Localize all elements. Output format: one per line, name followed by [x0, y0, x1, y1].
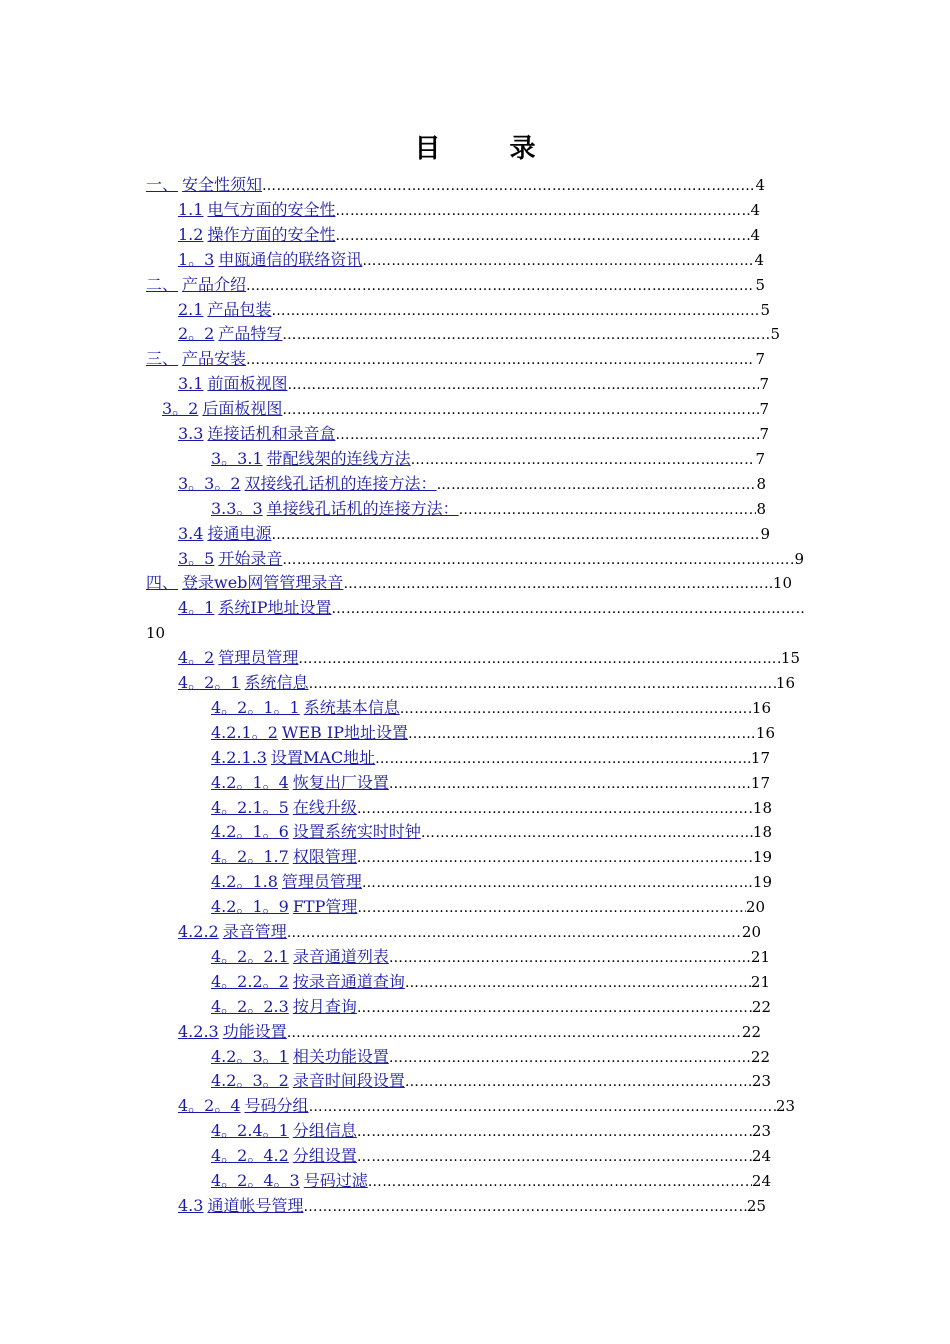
- toc-entry-number: 4。2: [178, 648, 215, 668]
- toc-entry[interactable]: [211, 820, 772, 844]
- toc-entry-page: 22: [751, 997, 771, 1016]
- toc-entry-number: 3。2: [162, 399, 199, 419]
- toc-entry-link[interactable]: [178, 920, 287, 944]
- toc-entry-text: 录音时间段设置: [292, 1071, 405, 1091]
- toc-leader-dots: [437, 473, 757, 497]
- toc-leader-dots: [309, 1095, 776, 1119]
- toc-entry-page: 5: [770, 325, 780, 344]
- toc-entry-text: 登录web网管管理录音: [182, 573, 344, 593]
- toc-entry-page: 5: [760, 300, 770, 319]
- toc-leader-dots: [271, 523, 760, 547]
- toc-entry-page: 19: [752, 873, 772, 892]
- toc-leader-dots: [389, 772, 751, 796]
- toc-entry[interactable]: [162, 397, 769, 421]
- toc-entry-link[interactable]: [146, 571, 343, 595]
- toc-leader-dots: [287, 921, 742, 945]
- toc-entry[interactable]: [211, 1144, 771, 1168]
- toc-entry-text: 产品特写: [218, 324, 283, 344]
- toc-entry-page: 20: [741, 923, 761, 941]
- toc-entry-link[interactable]: [211, 995, 357, 1019]
- toc-leader-dots: [298, 647, 781, 671]
- toc-entry-text: 功能设置: [222, 1021, 287, 1041]
- toc-entry-link[interactable]: [178, 646, 298, 670]
- toc-entry-link[interactable]: [178, 472, 437, 496]
- toc-entry-link[interactable]: [211, 845, 357, 869]
- toc-entry[interactable]: [146, 173, 765, 197]
- toc-entry-page: 4: [750, 225, 760, 244]
- toc-leader-dots: [408, 722, 756, 746]
- toc-entry-text: 前面板视图: [207, 374, 288, 394]
- toc-entry-link[interactable]: [178, 671, 309, 695]
- toc-entry-page: 22: [750, 1047, 770, 1066]
- toc-entry-text: 系统基本信息: [303, 697, 400, 717]
- toc-entry-link[interactable]: [178, 223, 335, 247]
- toc-leader-dots: [362, 249, 754, 273]
- toc-entry-page: 23: [751, 1122, 771, 1141]
- toc-entry-page: 9: [794, 549, 804, 568]
- toc-leader-dots: [411, 448, 756, 472]
- toc-entry-link[interactable]: [146, 273, 246, 297]
- toc-entry-number: 3。5: [178, 548, 215, 568]
- toc-leader-dots: [357, 797, 753, 821]
- toc-entry-number: 4。2.1。5: [211, 797, 289, 817]
- toc-entry-link[interactable]: [178, 372, 287, 396]
- toc-entry-page: 23: [775, 1097, 795, 1116]
- toc-entry-text: 电气方面的安全性: [207, 199, 336, 219]
- toc-leader-dots: [246, 348, 755, 372]
- toc-entry-text: 相关功能设置: [292, 1046, 389, 1066]
- toc-entry[interactable]: [178, 1020, 761, 1044]
- toc-leader-dots: [459, 498, 757, 522]
- toc-entry-text: 设置MAC地址: [270, 747, 376, 767]
- toc-entry-link[interactable]: [211, 945, 389, 969]
- toc-entry-number: 1。3: [178, 249, 215, 269]
- toc-leader-dots: [357, 846, 753, 870]
- toc-entry[interactable]: [146, 571, 792, 595]
- toc-entry-link[interactable]: [178, 1094, 309, 1118]
- toc-entry-text: 录音通道列表: [292, 946, 389, 966]
- toc-entry-text: 申瓯通信的联络资讯: [218, 249, 363, 269]
- toc-leader-dots: [262, 174, 755, 198]
- toc-entry[interactable]: [211, 721, 775, 745]
- toc-leader-dots: [405, 1070, 752, 1094]
- toc-entry-link[interactable]: [211, 870, 362, 894]
- toc-entry-page: 22: [741, 1022, 761, 1041]
- toc-entry-page: 17: [750, 748, 770, 767]
- toc-entry[interactable]: [211, 746, 770, 770]
- toc-entry-page: 24: [751, 1147, 771, 1166]
- toc-entry-number: 4。2。4.2: [211, 1146, 289, 1166]
- toc-entry[interactable]: [178, 322, 780, 346]
- toc-entry-text: 分组信息: [292, 1121, 357, 1141]
- toc-leader-dots: [368, 1170, 752, 1194]
- toc-entry-page: 7: [759, 400, 769, 419]
- toc-entry[interactable]: [178, 1194, 766, 1218]
- toc-entry-link[interactable]: [178, 596, 331, 620]
- toc-entry[interactable]: [178, 646, 800, 670]
- toc-entry-page: 16: [775, 674, 795, 692]
- toc-entry-text: 连接话机和录音盒: [207, 424, 336, 443]
- toc-entry-page: 21: [750, 972, 770, 991]
- toc-entry-link[interactable]: [178, 198, 335, 222]
- toc-leader-dots: [357, 1120, 752, 1144]
- toc-entry-number: 二、: [146, 274, 179, 294]
- toc-entry-page: 10: [146, 624, 166, 643]
- toc-entry-page: 8: [756, 474, 766, 493]
- toc-entry[interactable]: [211, 771, 770, 795]
- toc-entry-text: WEB IP地址设置: [281, 722, 408, 742]
- toc-entry[interactable]: [178, 522, 770, 546]
- toc-entry[interactable]: [178, 472, 766, 496]
- toc-entry-page: 7: [755, 350, 765, 369]
- toc-entry-number: 四、: [146, 573, 179, 593]
- toc-entry-page: 20: [745, 898, 765, 917]
- toc-entry-number: 4.2。3。2: [211, 1071, 289, 1091]
- toc-entry[interactable]: [178, 298, 770, 322]
- toc-entry-text: 操作方面的安全性: [207, 224, 336, 244]
- toc-entry-link[interactable]: [211, 970, 405, 994]
- toc-entry-number: 4.2.1。2: [211, 722, 278, 742]
- toc-entry[interactable]: [211, 497, 766, 521]
- toc-leader-dots: [335, 199, 750, 223]
- toc-entry-text: 录音管理: [222, 922, 287, 941]
- toc-entry[interactable]: [178, 422, 769, 446]
- toc-entry-text: FTP管理: [292, 897, 358, 917]
- toc-entry-text: 产品安装: [182, 349, 247, 369]
- toc-leader-dots: [421, 821, 753, 845]
- toc-entry-link[interactable]: [211, 1045, 389, 1069]
- toc-entry-number: 4。2。4。3: [211, 1171, 300, 1190]
- toc-entry-number: 3.3。3: [211, 498, 263, 518]
- toc-entry[interactable]: [211, 1169, 771, 1193]
- toc-entry-text: 号码分组: [244, 1096, 309, 1116]
- toc-entry-link[interactable]: [211, 771, 389, 795]
- toc-entry-text: 产品包装: [207, 299, 272, 319]
- toc-entry-number: 4.2.1.3: [211, 747, 267, 767]
- toc-entry[interactable]: [178, 920, 761, 944]
- toc-entry-number: 4。2。1。1: [211, 697, 300, 717]
- toc-entry-link[interactable]: [178, 322, 282, 346]
- toc-title: 目 录: [414, 134, 566, 164]
- toc-entry-link[interactable]: [211, 796, 357, 820]
- toc-entry-link[interactable]: [211, 895, 357, 919]
- toc-entry[interactable]: [211, 945, 770, 969]
- toc-entry-text: 权限管理: [292, 847, 357, 867]
- toc-entry-page: 24: [751, 1172, 771, 1190]
- toc-entry-link[interactable]: [178, 248, 362, 272]
- toc-entry-number: 3.1: [178, 374, 204, 394]
- toc-leader-dots: [357, 896, 746, 920]
- toc-entry-text: 恢复出厂设置: [292, 772, 389, 792]
- toc-entry[interactable]: [178, 248, 764, 272]
- toc-entry-number: 3.4: [178, 523, 204, 543]
- toc-leader-dots: [389, 946, 751, 970]
- toc-leader-dots: [287, 1021, 742, 1045]
- toc-leader-dots: [335, 224, 750, 248]
- toc-entry-link[interactable]: [178, 422, 335, 446]
- toc-entry-text: 后面板视图: [202, 399, 283, 419]
- toc-entry-link[interactable]: [211, 820, 421, 844]
- toc-leader-dots: [282, 323, 770, 347]
- toc-entry[interactable]: [211, 895, 765, 919]
- toc-entry-number: 4。1: [178, 598, 215, 618]
- toc-entry[interactable]: [178, 223, 760, 247]
- toc-entry-text: 单接线孔话机的连接方法：: [266, 498, 459, 518]
- toc-leader-dots: [246, 274, 755, 298]
- toc-entry-number: 4.2.3: [178, 1021, 219, 1041]
- toc-entry-text: 带配线架的连线方法: [266, 448, 411, 468]
- toc-leader-dots: [343, 572, 772, 596]
- toc-entry-text: 系统信息: [244, 673, 309, 692]
- toc-entry-link[interactable]: [211, 746, 375, 770]
- toc-leader-dots: [331, 597, 804, 621]
- toc-entry-link[interactable]: [178, 522, 271, 546]
- toc-entry-number: 4。2。2.1: [211, 946, 289, 966]
- toc-entry[interactable]: [146, 347, 765, 371]
- toc-entry-number: 4.2。1。9: [211, 897, 289, 917]
- toc-entry-link[interactable]: [211, 447, 411, 471]
- toc-entry-page: 19: [752, 848, 772, 867]
- toc-entry-text: 系统IP地址设置: [218, 598, 332, 618]
- toc-entry-page: 7: [759, 375, 769, 394]
- toc-entry-page: 9: [760, 524, 770, 543]
- toc-entry[interactable]: [211, 870, 772, 894]
- toc-entry[interactable]: [178, 372, 769, 396]
- toc-entry[interactable]: [178, 198, 760, 222]
- toc-leader-dots: [375, 747, 751, 771]
- toc-entry-number: 2。2: [178, 324, 215, 344]
- toc-entry-text: 开始录音: [218, 548, 283, 568]
- toc-entry-number: 4。2。1.7: [211, 847, 289, 867]
- toc-entry-number: 4。2.2。2: [211, 971, 289, 991]
- toc-entry-number: 4.2。1。4: [211, 772, 289, 792]
- toc-entry[interactable]: [211, 796, 772, 820]
- toc-entry-page: 25: [746, 1196, 766, 1215]
- toc-leader-dots: [303, 1195, 746, 1219]
- toc-entry[interactable]: [211, 1069, 771, 1093]
- toc-entry-text: 按录音通道查询: [292, 971, 405, 991]
- toc-leader-dots: [271, 299, 760, 323]
- toc-entry-text: 安全性须知: [182, 175, 263, 194]
- toc-entry-number: 一、: [146, 175, 179, 194]
- toc-entry-link[interactable]: [178, 1194, 303, 1218]
- toc-entry-number: 4。2。1: [178, 673, 241, 692]
- toc-entry-page: 15: [780, 649, 800, 668]
- toc-leader-dots: [335, 423, 759, 447]
- toc-entry-number: 三、: [146, 349, 179, 369]
- toc-entry-link[interactable]: [211, 1119, 357, 1143]
- toc-entry-text: 号码过滤: [303, 1171, 368, 1190]
- toc-entry[interactable]: [146, 273, 765, 297]
- toc-entry-number: 4.2。1。6: [211, 822, 289, 842]
- toc-entry-link[interactable]: [211, 1144, 357, 1168]
- toc-leader-dots: [389, 1046, 751, 1070]
- toc-entry-page: 5: [755, 275, 765, 294]
- toc-entry-link[interactable]: [146, 347, 246, 371]
- toc-entry-text: 在线升级: [292, 797, 357, 817]
- toc-entry-text: 分组设置: [292, 1146, 357, 1166]
- toc-entry-page: 18: [752, 798, 772, 817]
- toc-entry-link[interactable]: [178, 1020, 287, 1044]
- toc-entry[interactable]: [178, 547, 804, 571]
- toc-entry[interactable]: [211, 1045, 770, 1069]
- toc-entry-page: 7: [755, 449, 765, 468]
- toc-entry-number: 4。2。4: [178, 1096, 241, 1116]
- toc-entry-link[interactable]: [146, 173, 262, 197]
- toc-entry-link[interactable]: [178, 298, 271, 322]
- toc-entry[interactable]: [178, 671, 795, 695]
- toc-entry-text: 通道帐号管理: [207, 1195, 304, 1215]
- toc-entry-number: 4。2。2.3: [211, 996, 289, 1016]
- toc-entry[interactable]: [211, 1119, 771, 1143]
- toc-leader-dots: [309, 672, 776, 696]
- toc-entry-text: 按月查询: [292, 996, 357, 1016]
- toc-entry-number: 3.3: [178, 424, 204, 443]
- toc-entry-link[interactable]: [211, 721, 408, 745]
- toc-entry-text: 产品介绍: [182, 274, 247, 294]
- toc-entry[interactable]: [211, 447, 765, 471]
- toc-entry-text: 管理员管理: [281, 872, 362, 892]
- toc-entry-page: 4: [754, 250, 764, 269]
- toc-entry-page: 16: [751, 698, 771, 717]
- toc-entry-number: 4。2.4。1: [211, 1121, 289, 1141]
- toc-entry[interactable]: [211, 696, 771, 720]
- toc-entry-link[interactable]: [211, 1069, 405, 1093]
- toc-entry-link[interactable]: [211, 497, 459, 521]
- toc-entry-number: 2.1: [178, 299, 204, 319]
- toc-leader-dots: [357, 1145, 752, 1169]
- toc-entry-text: 双接线孔话机的连接方法：: [244, 473, 437, 493]
- toc-entry-page: 7: [759, 425, 769, 443]
- toc-entry-page: 16: [755, 723, 775, 742]
- toc-leader-dots: [405, 971, 751, 995]
- toc-entry-link[interactable]: [178, 547, 282, 571]
- toc-entry-page: 23: [751, 1072, 771, 1091]
- toc-entry-page: 17: [750, 773, 770, 792]
- toc-entry-page: 18: [752, 823, 772, 842]
- toc-entry-page: 21: [750, 947, 770, 966]
- toc-entry-number: 3。3.1: [211, 448, 263, 468]
- toc-entry[interactable]: [211, 845, 772, 869]
- toc-entry-number: 4.2。3。1: [211, 1046, 289, 1066]
- toc-entry[interactable]: [178, 1094, 795, 1118]
- toc-leader-dots: [400, 697, 752, 721]
- toc-entry-number: 4.3: [178, 1195, 204, 1215]
- toc-entry-text: 管理员管理: [218, 648, 299, 668]
- toc-leader-dots: [282, 548, 794, 572]
- toc-entry-text: 接通电源: [207, 523, 272, 543]
- toc-leader-dots: [282, 398, 759, 422]
- toc-entry-number: 3。3。2: [178, 473, 241, 493]
- toc-leader-dots: [362, 871, 753, 895]
- toc-entry-page: 10: [772, 574, 792, 593]
- toc-leader-dots: [287, 373, 759, 397]
- toc-entry-number: 1.1: [178, 199, 204, 219]
- toc-entry-number: 1.2: [178, 224, 204, 244]
- toc-entry-number: 4.2.2: [178, 922, 219, 941]
- toc-entry[interactable]: [211, 995, 771, 1019]
- toc-entry-page: 4: [755, 176, 765, 194]
- toc-entry[interactable]: [178, 596, 804, 620]
- toc-entry-number: 4.2。1.8: [211, 872, 278, 892]
- toc-leader-dots: [357, 996, 752, 1020]
- toc-entry-page: 8: [756, 499, 766, 518]
- toc-entry-link[interactable]: [211, 696, 400, 720]
- toc-entry-page: 4: [750, 200, 760, 219]
- toc-entry-text: 设置系统实时时钟: [292, 822, 421, 842]
- toc-entry[interactable]: [211, 970, 770, 994]
- toc-entry-link[interactable]: [162, 397, 282, 421]
- toc-entry-link[interactable]: [211, 1169, 368, 1193]
